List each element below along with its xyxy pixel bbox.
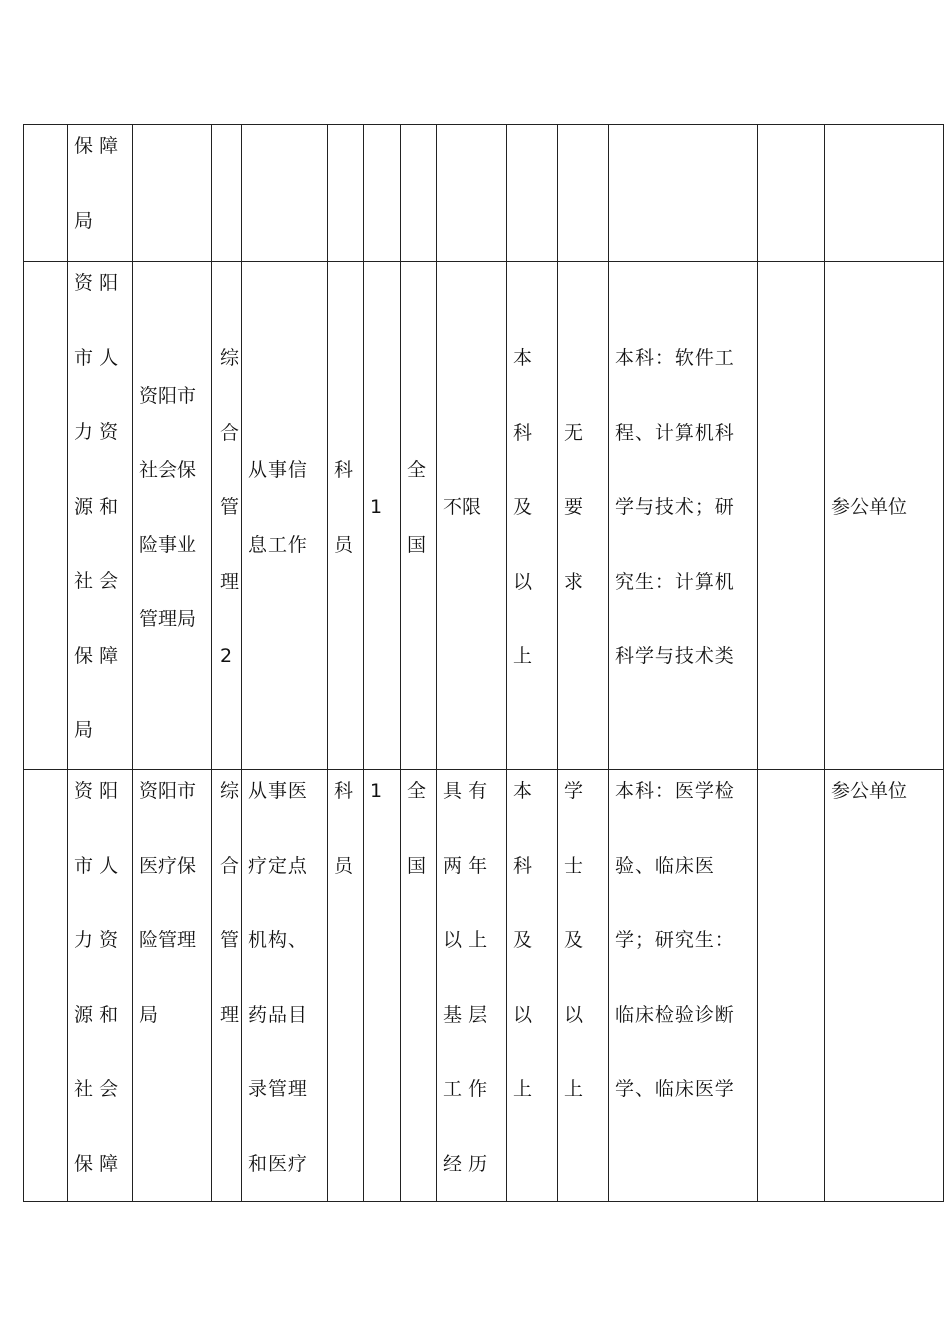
other-cell <box>758 770 825 1202</box>
note-cell <box>825 125 944 262</box>
experience-cell: 具有 两年 以上 基层 工作 经历 <box>437 770 507 1202</box>
scope-cell: 全 国 <box>401 770 437 1202</box>
degree-cell <box>558 125 609 262</box>
degree-cell: 学 士 及 以 上 <box>558 770 609 1202</box>
degree-cell: 无 要 求 <box>558 262 609 770</box>
education-cell: 本 科 及 以 上 <box>507 770 558 1202</box>
org-cell: 资阳市 医疗保 险管理 局 <box>133 770 212 1202</box>
education-cell <box>507 125 558 262</box>
rank-cell: 科 员 <box>328 262 364 770</box>
experience-cell: 不限 <box>437 262 507 770</box>
position-cell <box>212 125 242 262</box>
note-cell: 参公单位 <box>825 262 944 770</box>
unit-cell: 资阳 市人 力资 源和 社会 保障 局 <box>68 262 133 770</box>
position-cell: 综 合 管 理 <box>212 770 242 1202</box>
education-cell: 本 科 及 以 上 <box>507 262 558 770</box>
other-cell <box>758 262 825 770</box>
rank-cell: 科 员 <box>328 770 364 1202</box>
table-row <box>24 125 944 262</box>
unit-cell: 保障 局 <box>68 125 133 262</box>
scope-cell: 全 国 <box>401 262 437 770</box>
count-cell: 1 <box>364 770 401 1202</box>
table-row <box>24 770 944 1202</box>
duty-cell: 从事医 疗定点 机构、 药品目 录管理 和医疗 <box>242 770 328 1202</box>
major-cell: 本科：医学检 验、临床医 学；研究生： 临床检验诊断 学、临床医学 <box>609 770 758 1202</box>
table-row <box>24 262 944 770</box>
org-cell: 资阳市 社会保 险事业 管理局 <box>133 262 212 770</box>
count-cell <box>364 125 401 262</box>
count-cell: 1 <box>364 262 401 770</box>
recruitment-table <box>23 124 944 1202</box>
org-cell <box>133 125 212 262</box>
note-cell: 参公单位 <box>825 770 944 1202</box>
scope-cell <box>401 125 437 262</box>
major-cell <box>609 125 758 262</box>
unit-cell: 资阳 市人 力资 源和 社会 保障 <box>68 770 133 1202</box>
index-cell <box>24 125 68 262</box>
major-cell: 本科：软件工 程、计算机科 学与技术；研 究生：计算机 科学与技术类 <box>609 262 758 770</box>
index-cell <box>24 262 68 770</box>
experience-cell <box>437 125 507 262</box>
index-cell <box>24 770 68 1202</box>
position-cell: 综 合 管 理 2 <box>212 262 242 770</box>
other-cell <box>758 125 825 262</box>
duty-cell: 从事信 息工作 <box>242 262 328 770</box>
rank-cell <box>328 125 364 262</box>
duty-cell <box>242 125 328 262</box>
